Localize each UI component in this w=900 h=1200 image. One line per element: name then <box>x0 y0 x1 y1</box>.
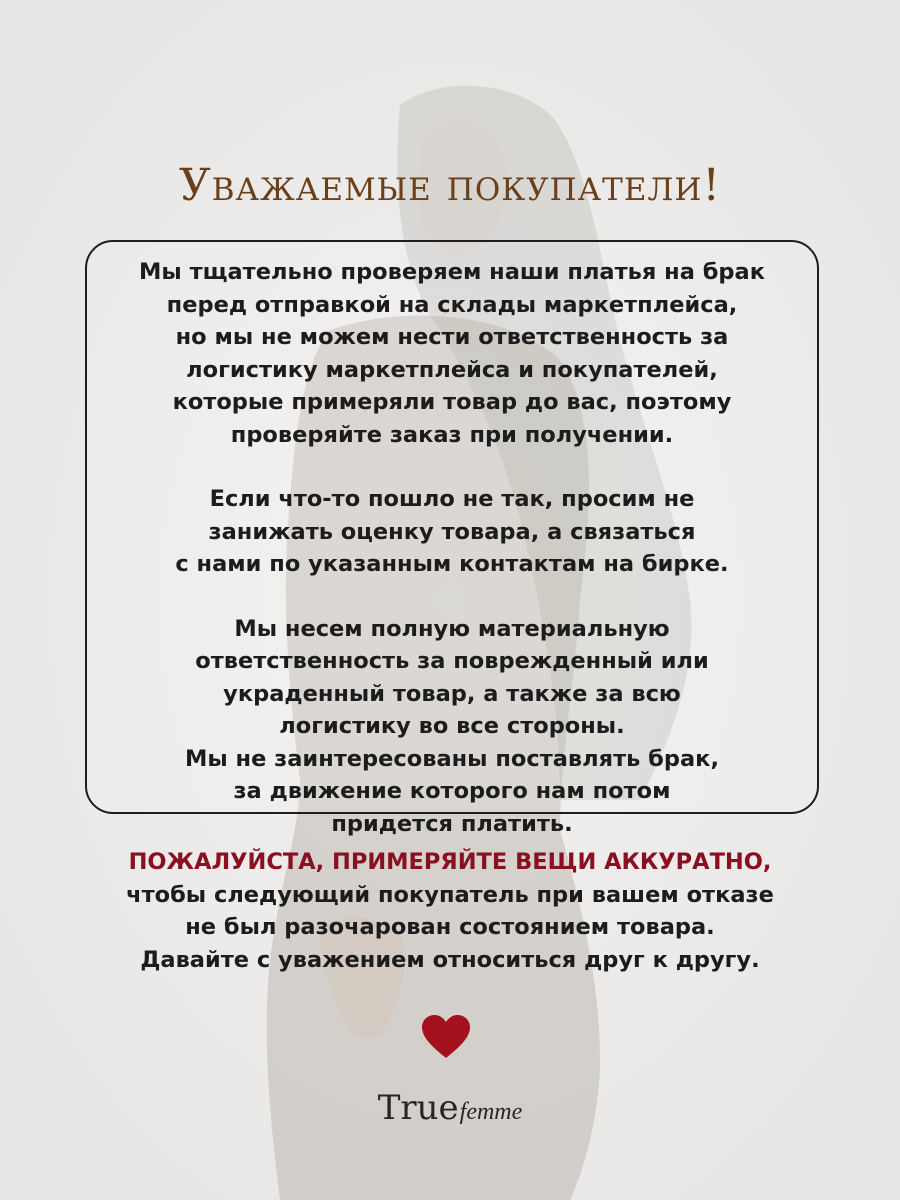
card-line: Если что-то пошло не так, просим не <box>209 486 695 512</box>
heart-icon <box>421 1014 471 1060</box>
bottom-line: Давайте с уважением относиться друг к другу. <box>140 946 760 973</box>
card-line: проверяйте заказ при получении. <box>230 421 674 448</box>
card-line: украденный товар, а также за всю <box>223 680 681 707</box>
logo-true: True <box>377 1088 459 1128</box>
notice-card <box>85 240 819 837</box>
card-line: за движение которого нам потом <box>233 778 671 804</box>
bottom-line: чтобы следующий покупатель при вашем отказе <box>126 881 774 908</box>
logo-femme: femme <box>459 1099 523 1125</box>
card-line: придется платить. <box>331 810 573 837</box>
card-line: с нами по указанным контактам на бирке. <box>175 551 729 577</box>
bottom-line: не был разочарован состоянием товара. <box>185 914 715 940</box>
page-title: Уважаемые покупатели! <box>178 160 722 211</box>
bottom-message <box>0 846 900 976</box>
card-line: которые примеряли товар до вас, поэтому <box>172 389 732 415</box>
card-line: Мы не заинтересованы поставлять брак, <box>184 745 720 772</box>
card-paragraph <box>185 613 719 841</box>
brand-logo <box>0 1088 900 1128</box>
card-paragraph <box>175 483 728 581</box>
card-line: логистику маркетплейса и покупателей, <box>186 356 718 383</box>
card-line: но мы не можем нести ответственность за <box>175 324 729 350</box>
card-line: логистику во все стороны. <box>279 713 625 739</box>
accent-line: ПОЖАЛУЙСТА, ПРИМЕРЯЙТЕ ВЕЩИ АККУРАТНО, <box>128 849 772 875</box>
card-line: Мы тщательно проверяем наши платья на брак <box>139 259 765 285</box>
card-line: ответственность за поврежденный или <box>195 648 709 674</box>
card-line: занижать оценку товара, а связаться <box>208 518 696 545</box>
card-paragraph <box>139 256 765 451</box>
card-line: перед отправкой на склады маркетплейса, <box>166 291 738 318</box>
card-line: Мы несем полную материальную <box>234 615 670 642</box>
